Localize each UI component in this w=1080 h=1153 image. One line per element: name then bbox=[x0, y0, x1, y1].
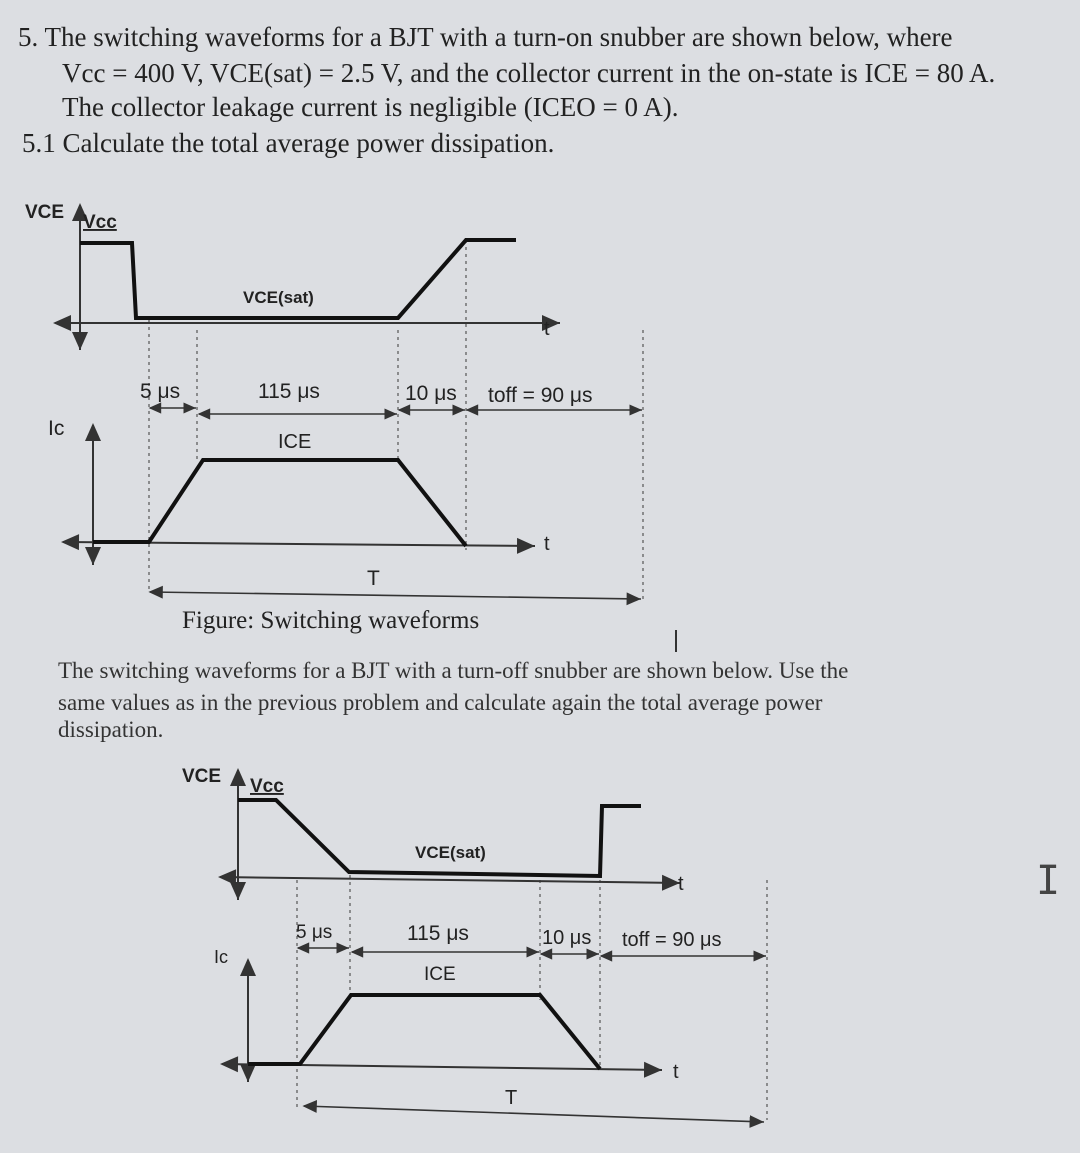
text-cursor-icon: I bbox=[1036, 858, 1061, 904]
fig1-vcc-label: Vcc bbox=[83, 212, 117, 233]
fig1-period-label: T bbox=[367, 567, 380, 590]
fig1-ice-label: ICE bbox=[278, 431, 312, 453]
fig1-ton-label: 5 μs bbox=[140, 380, 181, 403]
fig2-period-label: T bbox=[505, 1087, 518, 1109]
fig2-t-label-2: t bbox=[673, 1061, 679, 1083]
fig1-vce-label: VCE bbox=[25, 202, 65, 223]
fig2-period-arrow bbox=[304, 1106, 764, 1122]
fig1-tcond-label: 115 μs bbox=[258, 380, 320, 403]
fig2-ice-label: ICE bbox=[424, 964, 456, 985]
fig2-ic-label: Ic bbox=[214, 947, 229, 967]
fig1-tfall-label: 10 μs bbox=[405, 382, 457, 405]
fig2-vce-label: VCE bbox=[182, 766, 222, 787]
figure-1-caption: Figure: Switching waveforms bbox=[182, 607, 480, 634]
fig1-t-label-1: t bbox=[544, 318, 550, 340]
problem-line-4: 5.1 Calculate the total average power dissipation. bbox=[22, 128, 555, 158]
problem-line-1: 5. The switching waveforms for a BJT with a turn-on snubber are shown below, where bbox=[18, 22, 953, 52]
fig2-tfall-label: 10 μs bbox=[542, 927, 592, 949]
fig2-ic-waveform bbox=[248, 995, 600, 1069]
fig2-ton-label: 5 μs bbox=[296, 922, 333, 943]
fig1-toff-label: toff = 90 μs bbox=[488, 384, 593, 407]
fig2-tcond-label: 115 μs bbox=[407, 922, 469, 945]
fig2-vcc-label: Vcc bbox=[250, 776, 284, 797]
fig2-toff-label: toff = 90 μs bbox=[622, 929, 722, 951]
fig1-ic-label: Ic bbox=[48, 417, 65, 440]
fig2-t-label-1: t bbox=[678, 873, 684, 895]
problem2-line-1: The switching waveforms for a BJT with a turn-off snubber are shown below. Use the bbox=[58, 658, 849, 683]
problem-line-3: The collector leakage current is negligible (ICEO = 0 A). bbox=[62, 92, 679, 122]
fig2-vcesat-label: VCE(sat) bbox=[415, 843, 486, 862]
fig2-vce-waveform bbox=[238, 800, 641, 876]
problem2-line-3: dissipation. bbox=[58, 717, 164, 742]
fig1-t-label-2: t bbox=[544, 533, 550, 555]
problem2-line-2: same values as in the previous problem and calculate again the total average power bbox=[58, 690, 823, 715]
problem-line-2: Vcc = 400 V, VCE(sat) = 2.5 V, and the collector current in the on-state is ICE = 80 A. bbox=[62, 58, 996, 88]
fig2-time-axis-1 bbox=[220, 877, 680, 883]
fig1-vcesat-label: VCE(sat) bbox=[243, 288, 314, 307]
